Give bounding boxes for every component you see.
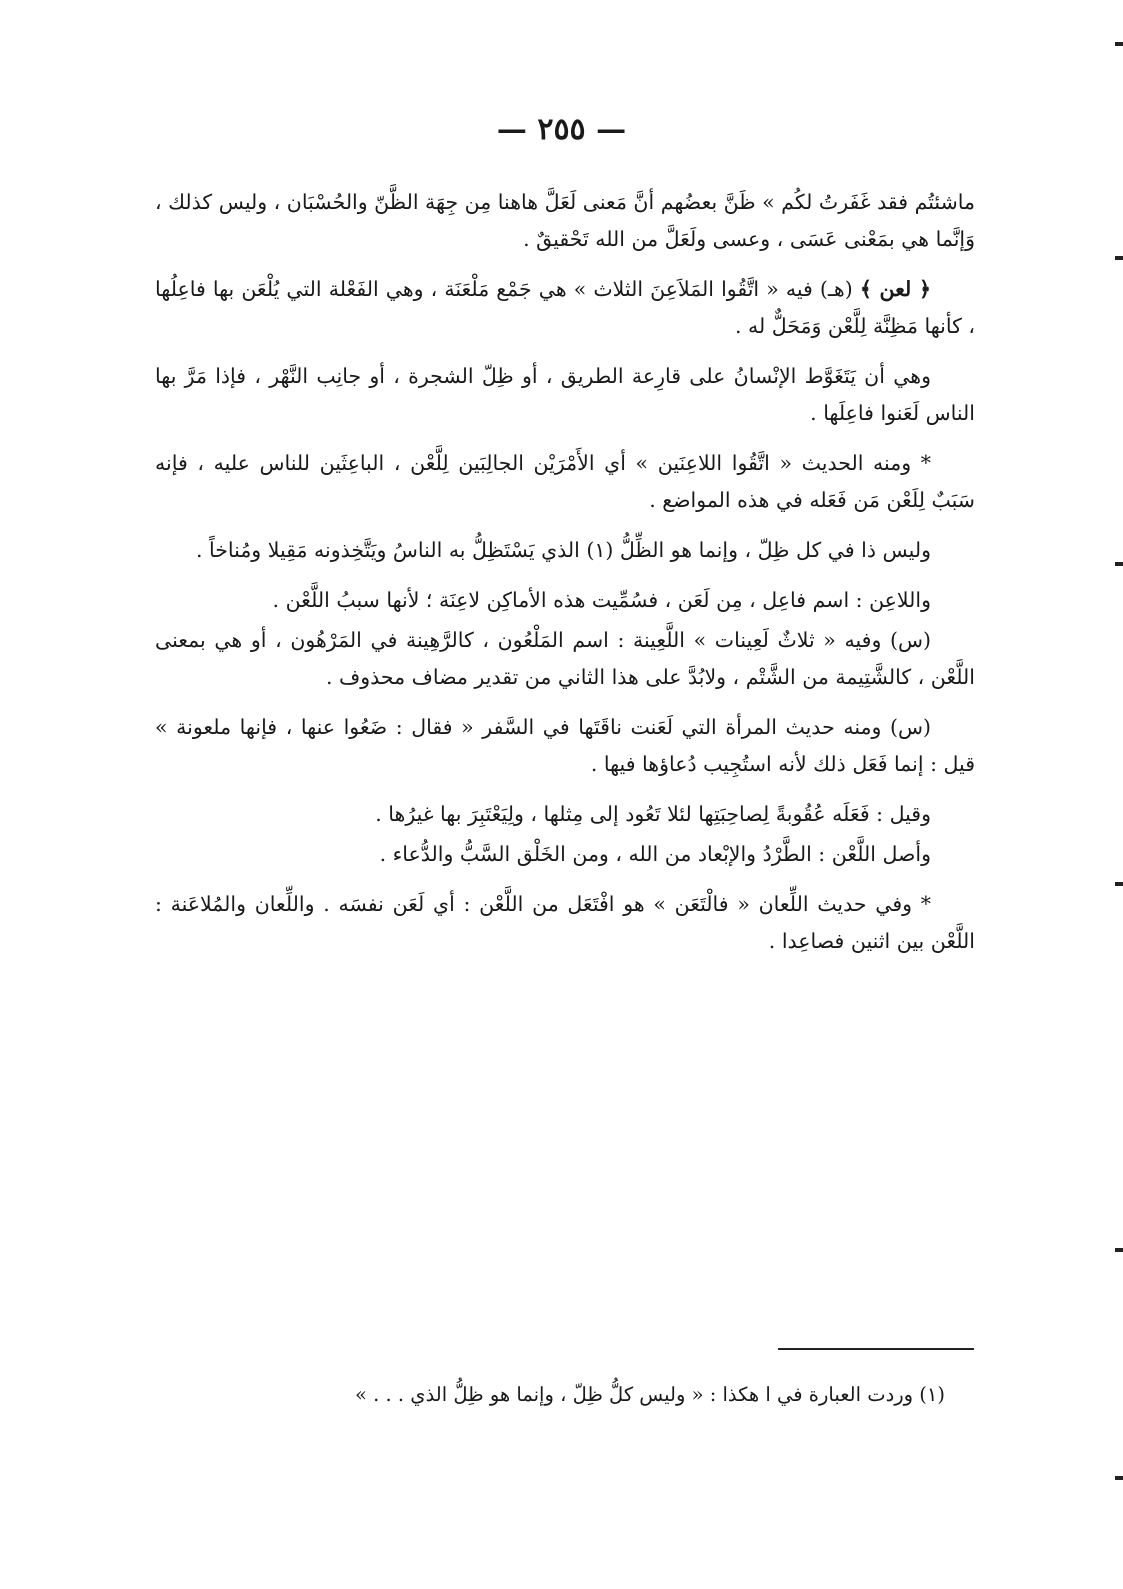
edge-mark: [1115, 256, 1123, 260]
edge-mark: [1115, 1248, 1123, 1252]
edge-mark: [1115, 1476, 1123, 1480]
footnote-divider: [778, 1348, 974, 1350]
paragraph-2-text: (هـ) فيه « اتَّقُوا المَلاَعِنَ الثلاث » هي جَمْع مَلْعَنَة ، وهي الفَعْلة التي يُلْعَن بها فاعِلُها ، كأنها مَظِنَّة لِلَّعْن وَمَحَلٌّ له .: [155, 277, 975, 338]
body-text: [155, 184, 975, 973]
page-number: — ٢٥٥ —: [496, 112, 627, 147]
paragraph-7: (س) وفيه « ثلاثٌ لَعِينات » اللَّعِينة : اسم المَلْعُون ، كالرَّهِينة في المَرْهُون ، أو هي بمعنى اللَّعْن ، كالشَّتِيمة من الشَّتْم ، ولابُدَّ على هذا الثاني من تقدير مضاف محذوف .: [155, 628, 975, 689]
paragraph-5: وليس ذا في كل ظِلّ ، وإنما هو الظِّلُّ (١) الذي يَسْتَظِلُّ به الناسُ ويَتَّخِذونه مَقِيلا ومُناخاً .: [195, 538, 931, 562]
paragraph-3: وهي أن يَتَغَوَّط الإنْسانُ على قارِعة الطريق ، أو ظِلّ الشجرة ، أو جانِب النَّهْر ، فإذا مَرَّ بها الناس لَعَنوا فاعِلَها .: [155, 364, 975, 425]
edge-mark: [1115, 562, 1123, 566]
paragraph-8: (س) ومنه حديث المرأة التي لَعَنت ناقَتَها في السَّفر « فقال : ضَعُوا عنها ، فإنها ملعونة » قيل : إنما فَعَل ذلك لأنه استُجِيب دُعاؤها فيها .: [155, 715, 975, 776]
paragraph-1: ماشئتُم فقد غَفَرتُ لكُم » ظَنَّ بعضُهم أنَّ مَعنى لَعَلَّ هاهنا مِن جِهَة الظَّنّ والحُسْبَان ، وليس كذلك ، وَإنَّما هي بمَعْنى عَسَى ، وعسى ولَعَلَّ من الله تَحْقيقٌ .: [155, 190, 975, 251]
edge-mark: [1115, 42, 1123, 46]
paragraph-2: [155, 271, 975, 345]
paragraph-6: واللاعِن : اسم فاعِل ، مِن لَعَن ، فسُمِّيت هذه الأماكِن لاعِنَة ؛ لأنها سببُ اللَّعْن .: [272, 588, 931, 612]
paragraph-10: وأصل اللَّعْن : الطَّرْدُ والإبْعاد من الله ، ومن الخَلْق السَّبُّ والدُّعاء .: [379, 842, 931, 866]
entry-heading: ﴿ لعن ﴾: [859, 277, 931, 301]
paragraph-4: * ومنه الحديث « اتَّقُوا اللاعِنَين » أي الأَمْرَيْن الجالِبَين لِلَّعْن ، الباعِثَين للناس عليه ، فإنه سَبَبٌ لِلَعْن مَن فَعَله في هذه المواضع .: [155, 451, 975, 512]
edge-mark: [1115, 882, 1123, 886]
paragraph-9: وقيل : فَعَلَه عُقُوبةً لِصاحِبَتِها لئلا تَعُود إلى مِثلها ، ولِيَعْتَبِرَ بها غيرُها .: [375, 802, 931, 826]
footnote: (١) وردت العبارة في ا هكذا : « وليس كلُّ ظِلّ ، وإنما هو ظِلُّ الذي . . . »: [354, 1383, 945, 1406]
paragraph-11: * وفي حديث اللِّعان « فالْتَعَن » هو افْتَعَل من اللَّعْن : أي لَعَن نفسَه . واللِّعان والمُلاعَنة : اللَّعْن بين اثنين فصاعِدا .: [155, 892, 975, 953]
